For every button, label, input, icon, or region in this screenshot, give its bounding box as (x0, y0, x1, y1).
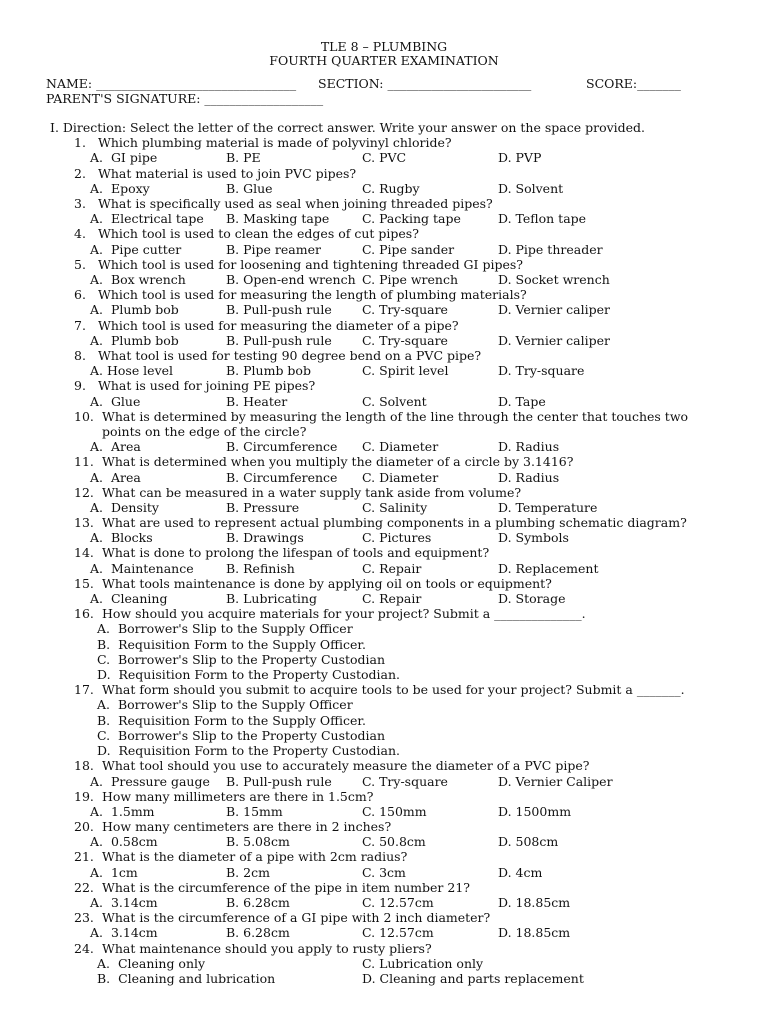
question-stem (0, 257, 768, 272)
question-item (0, 409, 768, 455)
answer-option[interactable]: D. Temperature (498, 499, 598, 515)
answer-option[interactable]: C. 150mm (362, 803, 427, 819)
question-stem (0, 682, 768, 697)
question-number: 19. (74, 788, 94, 804)
answer-option[interactable]: B. Pull-push rule (226, 773, 332, 789)
question-item (0, 682, 768, 758)
answer-option[interactable]: D. 18.85cm (498, 895, 571, 911)
question-stem (0, 910, 768, 925)
question-number: 24. (74, 940, 94, 956)
answer-option[interactable]: A. Maintenance (90, 560, 194, 576)
answer-options (0, 971, 768, 986)
answer-option[interactable]: D. Teflon tape (498, 211, 587, 227)
answer-option[interactable]: C. Try-square (362, 773, 448, 789)
answer-option[interactable]: A. Area (90, 439, 141, 455)
answer-option[interactable]: B. Circumference (226, 439, 338, 455)
question-item (0, 880, 768, 910)
question-stem (0, 576, 768, 591)
answer-option[interactable]: A. Pressure gauge (90, 773, 210, 789)
answer-options (0, 302, 768, 317)
answer-options (0, 242, 768, 257)
question-stem (0, 166, 768, 181)
question-text: What is specifically used as seal when joining threaded pipes? (98, 195, 493, 211)
question-stem (0, 454, 768, 469)
answer-option[interactable]: D. Replacement (498, 560, 599, 576)
question-text: What tool should you use to accurately measure the diameter of a PVC pipe? (102, 758, 590, 774)
question-number: 13. (74, 515, 94, 531)
answer-option[interactable]: C. Rugby (362, 180, 420, 196)
answer-options (0, 865, 768, 880)
question-number: 17. (74, 682, 94, 698)
answer-option[interactable]: B. 6.28cm (226, 925, 290, 941)
answer-option[interactable]: B. 15mm (226, 803, 283, 819)
question-item (0, 941, 768, 987)
question-item (0, 454, 768, 484)
question-stem (0, 758, 768, 773)
question-number: 9. (74, 378, 86, 394)
name-field[interactable]: NAME: ________________________________ (46, 76, 297, 91)
answer-option[interactable]: C. Spirit level (362, 363, 449, 379)
question-text: Which tool is used for measuring the length of plumbing materials? (98, 287, 527, 303)
question-number: 15. (74, 575, 94, 591)
answer-option[interactable]: D. Cleaning and parts replacement (362, 971, 584, 987)
answer-option[interactable]: C. 12.57cm (362, 895, 434, 911)
answer-option[interactable]: A. Electrical tape (90, 211, 204, 227)
question-item (0, 910, 768, 940)
question-text: What is the diameter of a pipe with 2cm radius? (102, 849, 408, 865)
answer-option[interactable]: C. Repair (362, 591, 422, 607)
answer-option[interactable]: C. Pipe wrench (362, 271, 459, 287)
answer-option[interactable]: A. GI pipe (90, 150, 158, 166)
question-item (0, 378, 768, 408)
exam-title: TLE 8 – PLUMBING (320, 39, 448, 54)
answer-options (0, 500, 768, 515)
question-text: Which tool is used to clean the edges of cut pipes? (98, 226, 419, 242)
question-stem (0, 287, 768, 302)
answer-option[interactable]: C. PVC (362, 150, 407, 166)
answer-option[interactable]: A. 1.5mm (90, 803, 155, 819)
answer-option[interactable]: D. Symbols (498, 530, 569, 546)
answer-option[interactable]: C. Pictures (362, 530, 432, 546)
answer-option[interactable]: B. 6.28cm (226, 895, 290, 911)
question-stem (0, 318, 768, 333)
answer-option[interactable]: B. PE (226, 150, 261, 166)
answer-option[interactable]: A. Epoxy (90, 180, 150, 196)
answer-option[interactable]: B. Circumference (226, 469, 338, 485)
question-number: 3. (74, 195, 86, 211)
answer-option[interactable]: A. Cleaning (90, 591, 168, 607)
question-stem (0, 348, 768, 363)
question-text: What material is used to join PVC pipes? (98, 165, 357, 181)
answer-options (0, 621, 768, 682)
question-number: 21. (74, 849, 94, 865)
answer-option[interactable]: C. Borrower's Slip to the Property Custodian (97, 651, 386, 667)
question-stem (0, 606, 768, 621)
question-text: What is determined when you multiply the diameter of a circle by 3.1416? (102, 454, 574, 470)
question-text: What is done to prolong the lifespan of tools and equipment? (102, 545, 490, 561)
answer-option[interactable]: A. Plumb bob (90, 302, 179, 318)
question-number: 20. (74, 819, 94, 835)
answer-option[interactable]: D. Storage (498, 591, 566, 607)
answer-option[interactable]: A. Glue (90, 393, 141, 409)
answer-option[interactable]: B. Pipe reamer (226, 241, 321, 257)
section-field[interactable]: SECTION: _______________________ (318, 76, 532, 91)
question-item (0, 545, 768, 575)
question-text: What maintenance should you apply to rusty pliers? (102, 940, 432, 956)
answer-options (0, 697, 768, 758)
answer-option[interactable]: C. Lubrication only (362, 955, 484, 971)
answer-option[interactable]: B. 2cm (226, 864, 270, 880)
question-stem (0, 545, 768, 560)
question-text: What can be measured in a water supply tank aside from volume? (102, 484, 522, 500)
score-field[interactable]: SCORE:_______ (586, 76, 681, 91)
answer-option[interactable]: C. Pipe sander (362, 241, 455, 257)
question-text: Which tool is used for loosening and tightening threaded GI pipes? (98, 256, 523, 272)
question-stem (0, 849, 768, 864)
answer-options (0, 561, 768, 576)
answer-option[interactable]: D. Radius (498, 439, 560, 455)
question-number: 18. (74, 758, 94, 774)
answer-option[interactable]: A. 0.58cm (90, 834, 158, 850)
answer-option[interactable]: C. Try-square (362, 332, 448, 348)
student-info-row (0, 76, 768, 91)
answer-option[interactable]: B. Drawings (226, 530, 304, 546)
question-text: How should you acquire materials for your project? Submit a ______________. (102, 606, 586, 622)
question-text: What is the circumference of a GI pipe with 2 inch diameter? (102, 910, 491, 926)
answer-options (0, 272, 768, 287)
question-number: 10. (74, 408, 94, 424)
answer-option[interactable]: A. Blocks (90, 530, 153, 546)
question-stem (0, 378, 768, 393)
answer-options (0, 925, 768, 940)
question-item (0, 226, 768, 256)
question-item (0, 819, 768, 849)
question-text: What form should you submit to acquire tools to be used for your project? Submit a _______. (102, 682, 685, 698)
answer-options (0, 333, 768, 348)
answer-options (0, 181, 768, 196)
question-number: 16. (74, 606, 94, 622)
answer-option[interactable]: D. 18.85cm (498, 925, 571, 941)
question-text: Which plumbing material is made of polyvinyl chloride? (98, 135, 452, 151)
answer-options (0, 470, 768, 485)
answer-option[interactable]: C. Diameter (362, 469, 439, 485)
answer-option[interactable]: B. Requisition Form to the Supply Officer. (97, 712, 366, 728)
exam-subtitle: FOURTH QUARTER EXAMINATION (269, 53, 499, 68)
question-stem (0, 789, 768, 804)
question-number: 4. (74, 226, 86, 242)
question-number: 12. (74, 484, 94, 500)
answer-option[interactable]: D. Vernier Caliper (498, 773, 613, 789)
answer-option[interactable]: D. PVP (498, 150, 542, 166)
question-stem (0, 819, 768, 834)
answer-option[interactable]: B. Requisition Form to the Supply Officer. (97, 636, 366, 652)
question-number: 6. (74, 287, 86, 303)
direction-text: I. Direction: Select the letter of the correct answer. Write your answer on the space provided. (50, 120, 646, 135)
answer-options (0, 211, 768, 226)
parent-signature-field[interactable]: PARENT'S SIGNATURE: ___________________ (46, 91, 324, 106)
question-stem (0, 880, 768, 895)
question-text: What is the circumference of the pipe in item number 21? (102, 879, 470, 895)
answer-options (0, 774, 768, 789)
answer-option[interactable]: D. Vernier caliper (498, 332, 610, 348)
question-item (0, 515, 768, 545)
question-item (0, 606, 768, 682)
question-stem (0, 196, 768, 211)
answer-option[interactable]: B. Masking tape (226, 211, 330, 227)
question-text: What tool is used for testing 90 degree bend on a PVC pipe? (98, 347, 482, 363)
question-item (0, 166, 768, 196)
answer-option[interactable]: A. 3.14cm (90, 925, 158, 941)
answer-option[interactable]: C. 50.8cm (362, 834, 426, 850)
answer-option[interactable]: B. Pull-push rule (226, 332, 332, 348)
answer-option[interactable]: C. Try-square (362, 302, 448, 318)
question-item (0, 196, 768, 226)
question-number: 22. (74, 879, 94, 895)
answer-option[interactable]: A. 1cm (90, 864, 138, 880)
question-item (0, 318, 768, 348)
question-text: What is used for joining PE pipes? (98, 378, 316, 394)
answer-option[interactable]: A. Pipe cutter (90, 241, 182, 257)
question-item (0, 758, 768, 788)
answer-option[interactable]: B. Refinish (226, 560, 295, 576)
question-item (0, 849, 768, 879)
answer-option[interactable]: D. Tape (498, 393, 546, 409)
answer-option[interactable]: A. Hose level (90, 363, 174, 379)
answer-option[interactable]: C. 3cm (362, 864, 406, 880)
answer-option[interactable]: B. Cleaning and lubrication (97, 971, 276, 987)
answer-option[interactable]: B. Plumb bob (226, 363, 311, 379)
question-list (0, 135, 768, 986)
answer-option[interactable]: C. Repair (362, 560, 422, 576)
exam-page (0, 40, 768, 986)
question-stem (0, 941, 768, 956)
answer-option[interactable]: A. Density (90, 499, 159, 515)
answer-options (0, 956, 768, 971)
question-text: What is determined by measuring the length of the line through the center that touches two points on the edge of the circle? (102, 408, 689, 439)
question-item (0, 287, 768, 317)
question-stem (0, 485, 768, 500)
answer-option[interactable]: A. 3.14cm (90, 895, 158, 911)
question-item (0, 348, 768, 378)
answer-option[interactable]: B. Pressure (226, 499, 300, 515)
question-text: What tools maintenance is done by applying oil on tools or equipment? (102, 575, 552, 591)
question-item (0, 485, 768, 515)
answer-options (0, 895, 768, 910)
question-number: 23. (74, 910, 94, 926)
question-stem (0, 135, 768, 150)
answer-option[interactable]: D. Socket wrench (498, 271, 610, 287)
question-number: 1. (74, 135, 86, 151)
question-number: 11. (74, 454, 94, 470)
question-item (0, 135, 768, 165)
question-number: 5. (74, 256, 86, 272)
answer-options (0, 394, 768, 409)
answer-option[interactable]: D. Radius (498, 469, 560, 485)
answer-option[interactable]: B. Pull-push rule (226, 302, 332, 318)
answer-option[interactable]: C. Borrower's Slip to the Property Custodian (97, 727, 386, 743)
question-item (0, 789, 768, 819)
answer-option[interactable]: A. Cleaning only (97, 955, 206, 971)
answer-option[interactable]: D. 1500mm (498, 803, 572, 819)
answer-options (0, 363, 768, 378)
answer-option[interactable]: D. 508cm (498, 834, 559, 850)
answer-option[interactable]: A. Box wrench (90, 271, 186, 287)
answer-options (0, 150, 768, 165)
question-stem (0, 515, 768, 530)
answer-option[interactable]: D. Requisition Form to the Property Custodian. (97, 667, 401, 683)
answer-option[interactable]: D. Try-square (498, 363, 585, 379)
answer-options (0, 804, 768, 819)
answer-option[interactable]: C. Packing tape (362, 211, 461, 227)
answer-options (0, 834, 768, 849)
answer-option[interactable]: D. Pipe threader (498, 241, 603, 257)
answer-option[interactable]: B. Heater (226, 393, 288, 409)
answer-option[interactable]: A. Area (90, 469, 141, 485)
answer-option[interactable]: A. Borrower's Slip to the Supply Officer (97, 621, 353, 637)
question-number: 8. (74, 347, 86, 363)
answer-option[interactable]: D. 4cm (498, 864, 543, 880)
answer-option[interactable]: D. Vernier caliper (498, 302, 610, 318)
question-number: 2. (74, 165, 86, 181)
answer-option[interactable]: C. Solvent (362, 393, 427, 409)
question-stem (0, 226, 768, 241)
answer-option[interactable]: A. Borrower's Slip to the Supply Officer (97, 697, 353, 713)
answer-option[interactable]: B. Lubricating (226, 591, 317, 607)
question-item (0, 257, 768, 287)
answer-options (0, 530, 768, 545)
question-item (0, 576, 768, 606)
answer-option[interactable]: C. Salinity (362, 499, 428, 515)
question-text: What are used to represent actual plumbing components in a plumbing schematic diagram? (102, 515, 687, 531)
answer-option[interactable]: B. Open-end wrench (226, 271, 356, 287)
question-stem (0, 409, 768, 439)
signature-row (0, 91, 768, 106)
question-text: How many centimeters are there in 2 inches? (102, 819, 392, 835)
answer-option[interactable]: C. Diameter (362, 439, 439, 455)
answer-option[interactable]: D. Requisition Form to the Property Custodian. (97, 743, 401, 759)
question-text: How many millimeters are there in 1.5cm? (102, 788, 374, 804)
answer-options (0, 591, 768, 606)
answer-option[interactable]: D. Solvent (498, 180, 564, 196)
answer-options (0, 439, 768, 454)
answer-option[interactable]: B. 5.08cm (226, 834, 290, 850)
question-number: 14. (74, 545, 94, 561)
answer-option[interactable]: B. Glue (226, 180, 273, 196)
answer-option[interactable]: C. 12.57cm (362, 925, 434, 941)
question-text: Which tool is used for measuring the diameter of a pipe? (98, 317, 459, 333)
question-number: 7. (74, 317, 86, 333)
answer-option[interactable]: A. Plumb bob (90, 332, 179, 348)
